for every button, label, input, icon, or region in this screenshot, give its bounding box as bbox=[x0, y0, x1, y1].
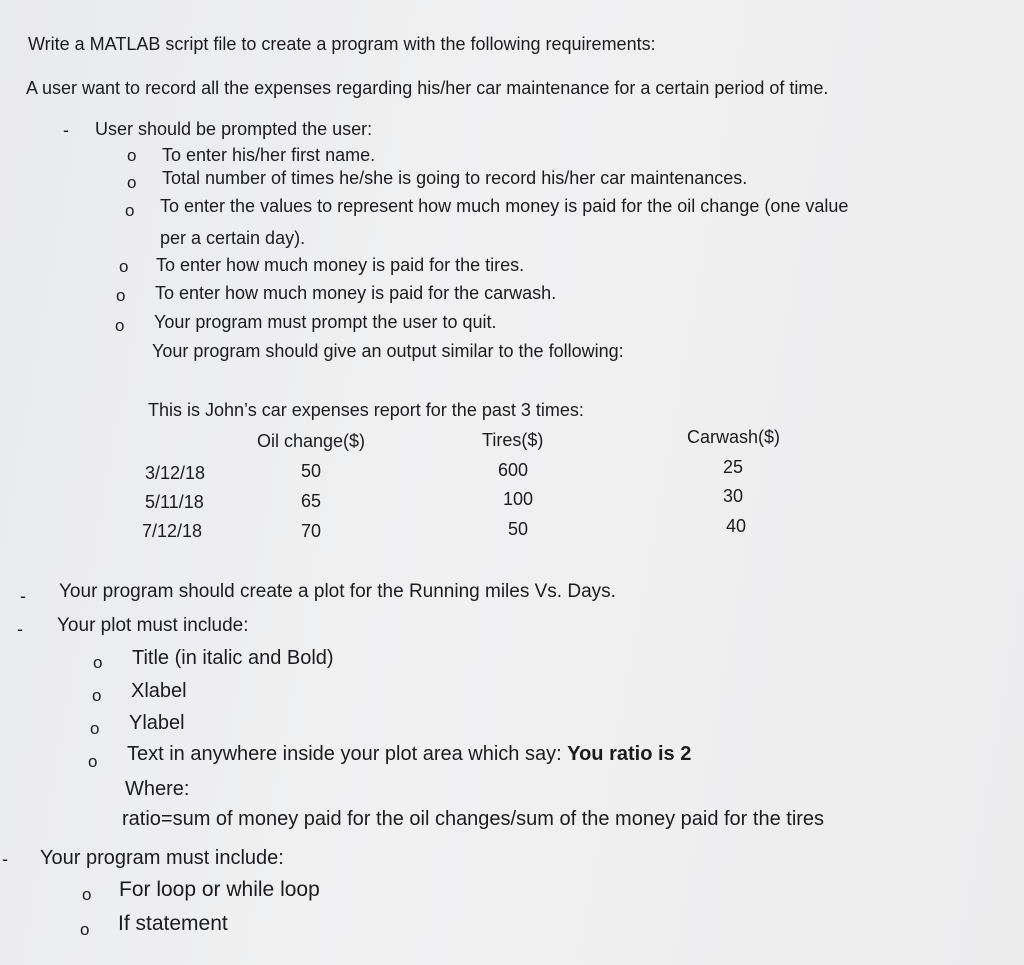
report-title: This is John’s car expenses report for the past 3 times: bbox=[148, 400, 584, 420]
bullet-marker: o bbox=[125, 201, 135, 220]
dash-marker: - bbox=[20, 586, 26, 606]
bullet-marker: o bbox=[88, 752, 98, 771]
prompt-item-continuation: per a certain day). bbox=[160, 228, 306, 248]
plot-text-bold: You ratio is 2 bbox=[567, 743, 692, 765]
output-note: Your program should give an output similar to the following: bbox=[152, 341, 624, 361]
row-carwash: 25 bbox=[723, 457, 744, 477]
header-carwash: Carwash($) bbox=[687, 427, 781, 447]
header-oil: Oil change($) bbox=[257, 431, 366, 451]
plot-item: Xlabel bbox=[131, 680, 187, 702]
plot-item: Title (in italic and Bold) bbox=[132, 647, 334, 669]
bullet-marker: o bbox=[127, 173, 137, 192]
bullet-marker: o bbox=[80, 920, 90, 939]
plot-line-1: Your program should create a plot for the Running miles Vs. Days. bbox=[59, 581, 616, 602]
ratio-definition: ratio=sum of money paid for the oil changes/sum of the money paid for the tires bbox=[122, 808, 825, 830]
row-date: 5/11/18 bbox=[145, 492, 204, 512]
row-oil: 65 bbox=[301, 491, 322, 511]
dash-marker: - bbox=[17, 619, 23, 639]
prompt-item: To enter how much money is paid for the carwash. bbox=[155, 283, 557, 303]
row-date: 3/12/18 bbox=[145, 463, 206, 483]
prompt-item: Total number of times he/she is going to record his/her car maintenances. bbox=[162, 168, 748, 188]
row-carwash: 40 bbox=[726, 516, 747, 536]
plot-line-2: Your plot must include: bbox=[57, 615, 249, 636]
row-date: 7/12/18 bbox=[142, 521, 203, 541]
dash-marker: - bbox=[2, 849, 8, 869]
plot-item: Ylabel bbox=[129, 712, 185, 734]
bullet-marker: o bbox=[90, 719, 100, 738]
row-oil: 50 bbox=[301, 461, 322, 481]
prompt-item: Your program must prompt the user to quit. bbox=[154, 312, 497, 332]
prompt-item: To enter his/her first name. bbox=[162, 145, 376, 165]
intro-text: A user want to record all the expenses regarding his/her car maintenance for a certain period of time. bbox=[26, 78, 829, 98]
row-tires: 100 bbox=[503, 489, 534, 509]
row-tires: 50 bbox=[508, 519, 529, 539]
dash-marker: - bbox=[63, 120, 69, 140]
plot-text-prefix: Text in anywhere inside your plot area which say: bbox=[127, 743, 568, 765]
where-label: Where: bbox=[125, 778, 190, 800]
plot-text-item bbox=[127, 744, 691, 764]
include-item: For loop or while loop bbox=[119, 878, 320, 901]
prompt-item: To enter the values to represent how much money is paid for the oil change (one value bbox=[160, 196, 849, 216]
row-oil: 70 bbox=[301, 521, 322, 541]
bullet-marker: o bbox=[115, 316, 125, 335]
prompt-lead: User should be prompted the user: bbox=[95, 119, 373, 139]
bullet-marker: o bbox=[92, 686, 102, 705]
bullet-marker: o bbox=[127, 146, 137, 165]
prompt-item: To enter how much money is paid for the tires. bbox=[156, 255, 525, 275]
include-lead: Your program must include: bbox=[40, 847, 284, 869]
bullet-marker: o bbox=[82, 885, 92, 904]
row-carwash: 30 bbox=[723, 486, 744, 506]
bullet-marker: o bbox=[93, 653, 103, 672]
bullet-marker: o bbox=[116, 286, 126, 305]
bullet-marker: o bbox=[119, 257, 129, 276]
row-tires: 600 bbox=[498, 460, 529, 480]
include-item: If statement bbox=[118, 912, 228, 935]
header-tires: Tires($) bbox=[482, 430, 544, 450]
heading: Write a MATLAB script file to create a program with the following requirements: bbox=[28, 34, 656, 54]
